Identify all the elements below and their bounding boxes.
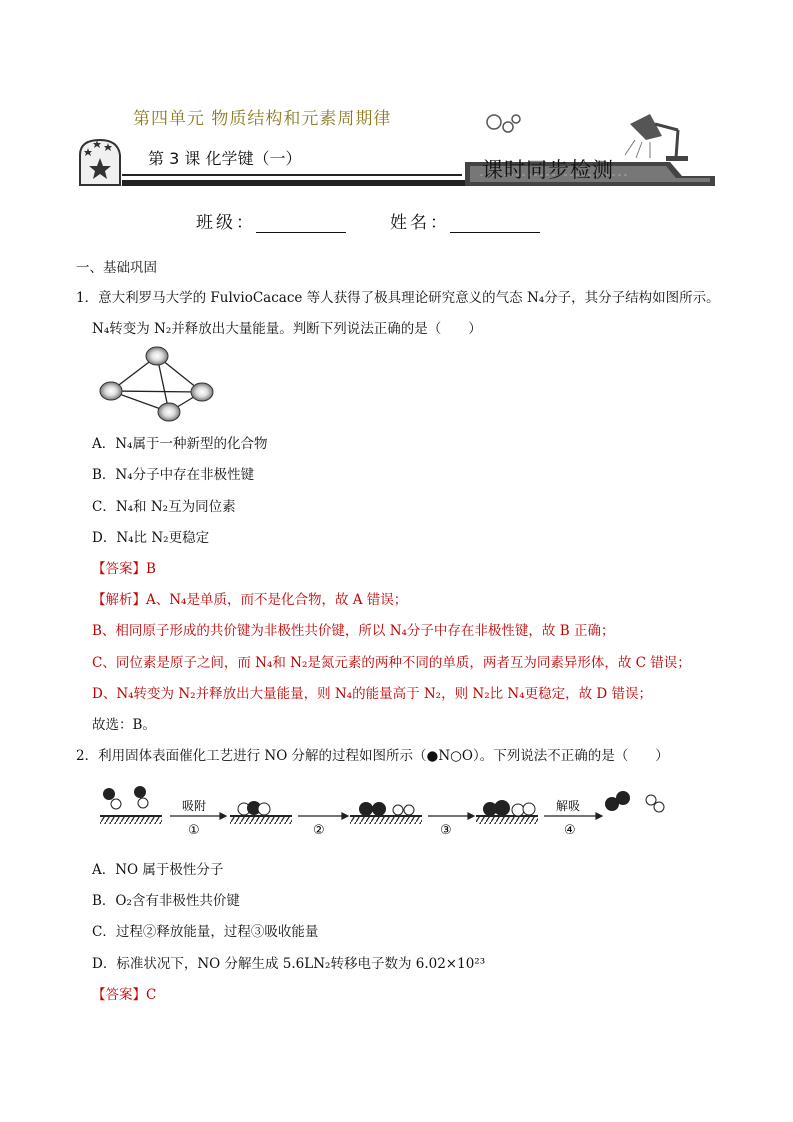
unit-title: 第四单元 物质结构和元素周期律 xyxy=(133,109,392,129)
q1-stem-line1: 1．意大利罗马大学的 FulvioCacace 等人获得了极具理论研究意义的气态 N₄分子，其分子结构如图所示。 xyxy=(76,290,720,306)
step-label-4: ④ xyxy=(564,823,576,838)
banner-title: 课时同步检测 xyxy=(482,158,614,182)
q2-option-b: B．O₂含有非极性共价键 xyxy=(92,893,240,909)
n4-molecule-figure xyxy=(92,343,222,428)
q2-answer: 【答案】C xyxy=(92,987,157,1003)
q1-option-b: B．N₄分子中存在非极性键 xyxy=(92,467,255,483)
q2-option-c: C．过程②释放能量，过程③吸收能量 xyxy=(92,924,319,940)
q1-answer: 【答案】B xyxy=(92,561,156,577)
name-label: 姓名： xyxy=(390,213,450,233)
step-label-adsorb: 吸附 xyxy=(182,799,207,813)
step-label-3: ③ xyxy=(440,823,452,838)
class-label: 班级： xyxy=(196,213,256,233)
no-decomposition-figure xyxy=(96,782,676,838)
name-blank[interactable] xyxy=(450,214,540,233)
q1-analysis-5: 故选：B。 xyxy=(92,717,156,733)
q2-stem: 2．利用固体表面催化工艺进行 NO 分解的过程如图所示（●N○O）。下列说法不正确的是（ ） xyxy=(76,748,669,764)
q1-stem-line2: N₄转变为 N₂并释放出大量能量。判断下列说法正确的是（ ） xyxy=(92,321,482,337)
q1-analysis-1: 【解析】A、N₄是单质，而不是化合物，故 A 错误； xyxy=(92,592,408,608)
step-label-1: ① xyxy=(188,823,200,838)
q1-analysis-4: D、N₄转变为 N₂并释放出大量能量，则 N₄的能量高于 N₂，则 N₂比 N₄更稳定，故 D 错误； xyxy=(92,686,653,702)
q1-analysis-2: B、相同原子形成的共价键为非极性共价键，所以 N₄分子中存在非极性键，故 B 正确； xyxy=(92,623,615,639)
q2-option-a: A．NO 属于极性分子 xyxy=(92,862,224,878)
q1-option-a: A．N₄属于一种新型的化合物 xyxy=(92,436,268,452)
step-label-desorb: 解吸 xyxy=(556,799,581,813)
name-field xyxy=(390,208,540,233)
q1-option-d: D．N₄比 N₂更稳定 xyxy=(92,530,210,546)
class-field xyxy=(196,208,346,233)
section-heading: 一、基础巩固 xyxy=(76,260,157,276)
lesson-title: 第 3 课 化学键（一） xyxy=(148,149,302,168)
step-label-2: ② xyxy=(313,823,325,838)
q1-analysis-3: C、同位素是原子之间，而 N₄和 N₂是氮元素的两种不同的单质，两者互为同素异形体，故 C 错误； xyxy=(92,655,691,671)
q1-option-c: C．N₄和 N₂互为同位素 xyxy=(92,499,236,515)
lamp-icon xyxy=(625,114,688,161)
class-blank[interactable] xyxy=(256,214,346,233)
q2-option-d: D．标准状况下，NO 分解生成 5.6LN₂转移电子数为 6.02×10²³ xyxy=(92,956,486,972)
